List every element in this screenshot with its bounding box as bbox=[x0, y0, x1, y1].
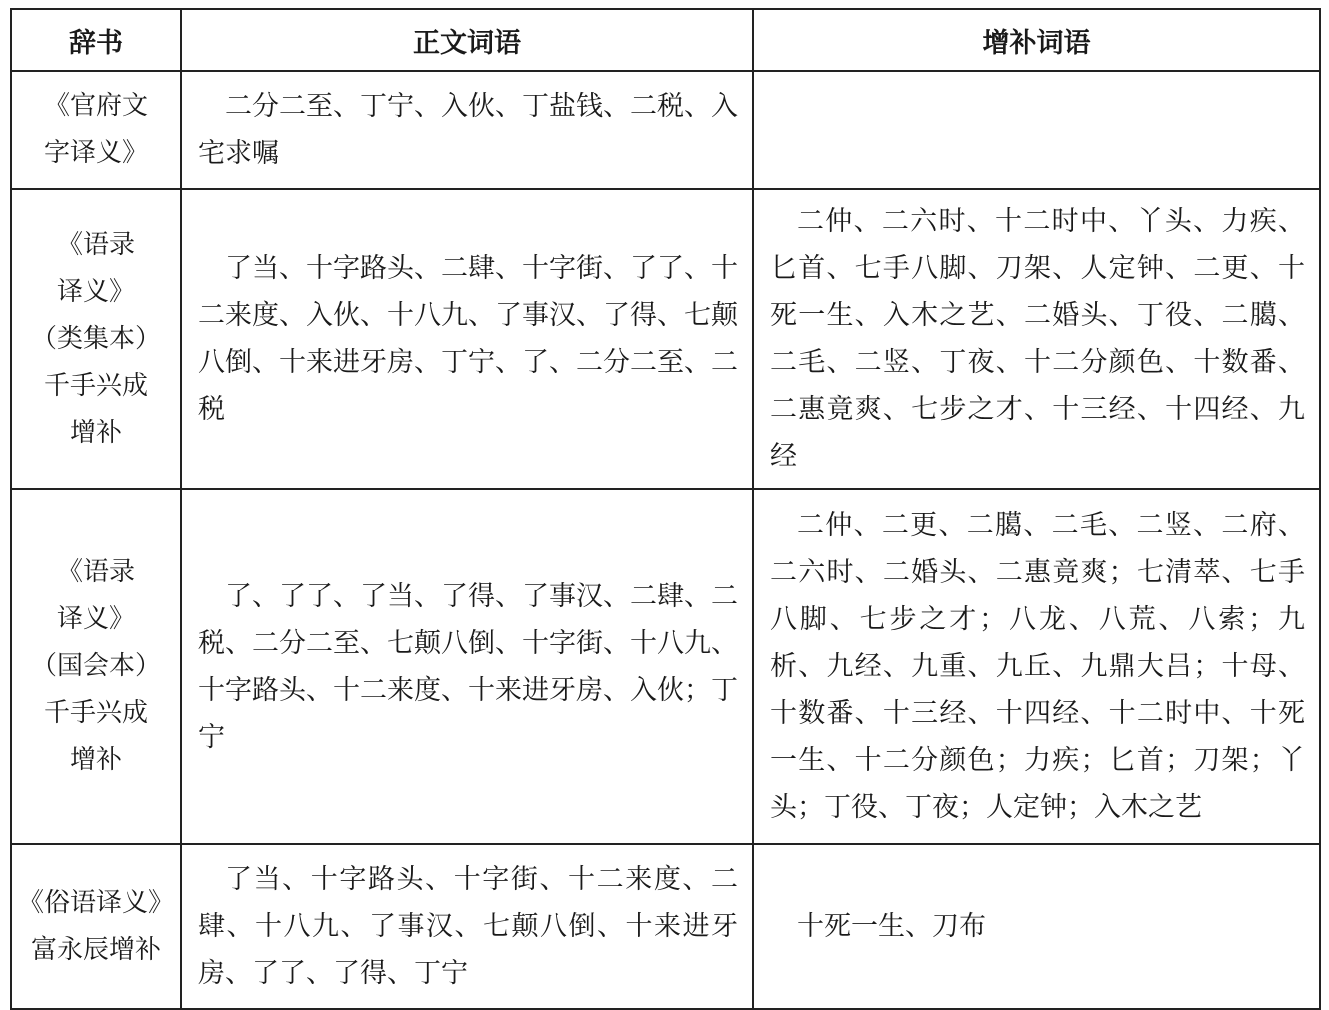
main-words-cell: 了当、十字路头、十字街、十二来度、二肆、十八九、了事汉、七颠八倒、十来进牙房、了了、了得、丁宁 bbox=[181, 844, 753, 1009]
header-dictionary: 辞书 bbox=[11, 9, 181, 71]
dictionary-name-line: （国会本） bbox=[30, 651, 161, 681]
dictionary-name-line: 增补 bbox=[69, 745, 122, 775]
table-row bbox=[11, 489, 1320, 844]
dictionary-name-line: 译义》 bbox=[56, 604, 135, 634]
dictionary-name-line: 富永辰增补 bbox=[30, 934, 161, 965]
added-words-cell: 十死一生、刀布 bbox=[753, 844, 1320, 1009]
dictionary-name-line: 千手兴成 bbox=[43, 698, 148, 728]
lexicon-table bbox=[10, 8, 1321, 1010]
dictionary-name-line: 《官府文 bbox=[43, 91, 148, 121]
main-words-cell: 了、了了、了当、了得、了事汉、二肆、二税、二分二至、七颠八倒、十字街、十八九、十字路头、十二来度、十来进牙房、入伙；丁宁 bbox=[181, 489, 753, 844]
main-words-cell: 了当、十字路头、二肆、十字街、了了、十二来度、入伙、十八九、了事汉、了得、七颠八倒、十来进牙房、丁宁、了、二分二至、二税 bbox=[181, 189, 753, 489]
header-row bbox=[11, 9, 1320, 71]
added-words-cell: 二仲、二更、二臈、二毛、二竖、二府、二六时、二婚头、二惠竟爽；七清萃、七手八脚、七步之才；八龙、八荒、八索；九析、九经、九重、九丘、九鼎大吕；十母、十数番、十三经、十四经、十二时中、十死一生、十二分颜色；力疾；匕首；刀架；丫头；丁役、丁夜；人定钟；入木之艺 bbox=[753, 489, 1320, 844]
added-words-cell bbox=[753, 71, 1320, 189]
dictionary-name-cell bbox=[11, 489, 181, 844]
header-added-words: 增补词语 bbox=[753, 9, 1320, 71]
dictionary-name-line: 增补 bbox=[69, 417, 122, 448]
dictionary-name-line: 《语录 bbox=[56, 229, 135, 260]
dictionary-name-line: 《语录 bbox=[56, 557, 135, 587]
header-main-words: 正文词语 bbox=[181, 9, 753, 71]
dictionary-name-cell bbox=[11, 844, 181, 1009]
added-words-cell: 二仲、二六时、十二时中、丫头、力疾、匕首、七手八脚、刀架、人定钟、二更、十死一生、入木之艺、二婚头、丁役、二臈、二毛、二竖、丁夜、十二分颜色、十数番、二惠竟爽、七步之才、十三经、十四经、九经 bbox=[753, 189, 1320, 489]
dictionary-name-line: 字译义》 bbox=[43, 138, 148, 168]
table-row bbox=[11, 844, 1320, 1009]
main-words-cell: 二分二至、丁宁、入伙、丁盐钱、二税、入宅求嘱 bbox=[181, 71, 753, 189]
dictionary-name-line: 译义》 bbox=[56, 276, 135, 307]
dictionary-name-cell bbox=[11, 71, 181, 189]
dictionary-name-line: 千手兴成 bbox=[43, 370, 148, 401]
table-row bbox=[11, 189, 1320, 489]
dictionary-name-cell bbox=[11, 189, 181, 489]
dictionary-name-line: （类集本） bbox=[30, 323, 161, 354]
dictionary-name-line: 《俗语译义》 bbox=[18, 887, 175, 918]
table-row bbox=[11, 71, 1320, 189]
